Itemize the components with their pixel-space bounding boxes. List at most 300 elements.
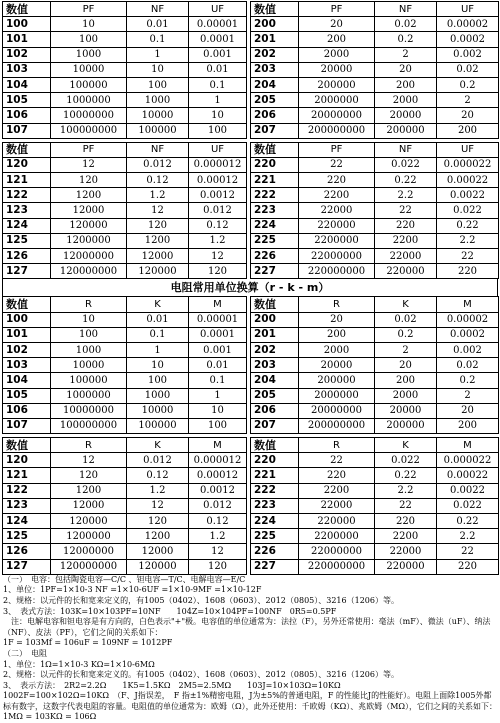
column-header: UF xyxy=(189,2,247,17)
value-cell: 2.2 xyxy=(375,483,437,498)
value-cell: 12000000 xyxy=(51,544,127,559)
table-row xyxy=(3,188,499,203)
value-cell: 22 xyxy=(375,203,437,218)
value-cell: 10 xyxy=(189,108,247,123)
code-cell: 221 xyxy=(251,173,299,188)
value-cell: 10 xyxy=(189,403,247,418)
column-header: UF xyxy=(437,2,499,17)
value-cell: 0.2 xyxy=(437,77,499,92)
value-cell: 2200 xyxy=(375,529,437,544)
value-cell: 0.2 xyxy=(375,327,437,342)
code-cell: 123 xyxy=(3,498,51,513)
column-header: M xyxy=(189,438,247,453)
conversion-document xyxy=(2,1,498,723)
code-cell: 203 xyxy=(251,358,299,373)
table-row xyxy=(3,388,499,403)
value-cell: 220 xyxy=(437,559,499,574)
code-cell: 104 xyxy=(3,77,51,92)
value-cell: 0.22 xyxy=(437,218,499,233)
table-row xyxy=(3,403,499,418)
column-header: M xyxy=(189,297,247,312)
code-cell: 226 xyxy=(251,544,299,559)
table-row xyxy=(3,17,499,32)
value-cell: 0.022 xyxy=(437,203,499,218)
value-cell: 0.001 xyxy=(189,47,247,62)
column-header: NF xyxy=(375,2,437,17)
table-header-row xyxy=(3,438,499,453)
value-cell: 20000 xyxy=(375,403,437,418)
code-cell: 224 xyxy=(251,218,299,233)
table-row xyxy=(3,249,499,264)
value-cell: 2000000 xyxy=(299,388,375,403)
note-line: 1002F=100×102Ω=10KΩ （F、J指误差， F 指±1%精密电阻，J为±5%的普通电阻，F 的性能比J的性能好）。电阻上面除1005外都标有数字，这数字代表电阻的容量。电阻值的单位通常为：欧姆（Ω），此外还使用：千欧姆（KΩ）、兆欧姆（MΩ），它们之间的关系如下： xyxy=(3,691,498,711)
column-header: 数值 xyxy=(251,297,299,312)
value-cell: 20 xyxy=(437,108,499,123)
value-cell: 0.2 xyxy=(437,373,499,388)
value-cell: 220000000 xyxy=(299,559,375,574)
value-cell: 200 xyxy=(375,373,437,388)
value-cell: 100000 xyxy=(51,77,127,92)
table-row xyxy=(3,218,499,233)
column-header: K xyxy=(127,297,189,312)
code-cell: 206 xyxy=(251,108,299,123)
value-cell: 100000000 xyxy=(51,418,127,433)
table-row xyxy=(3,373,499,388)
value-cell: 200000 xyxy=(375,123,437,138)
resistor-table-1 xyxy=(2,296,499,434)
code-cell: 121 xyxy=(3,468,51,483)
value-cell: 2000 xyxy=(299,342,375,357)
value-cell: 22000 xyxy=(299,498,375,513)
value-cell: 200 xyxy=(437,418,499,433)
value-cell: 120000000 xyxy=(51,264,127,279)
column-header: NF xyxy=(127,2,189,17)
table-header-row xyxy=(3,142,499,157)
value-cell: 2000 xyxy=(299,47,375,62)
value-cell: 20000000 xyxy=(299,108,375,123)
value-cell: 1.2 xyxy=(127,188,189,203)
table-row xyxy=(3,544,499,559)
code-cell: 103 xyxy=(3,62,51,77)
value-cell: 10000 xyxy=(51,358,127,373)
code-cell: 107 xyxy=(3,418,51,433)
value-cell: 12000 xyxy=(127,544,189,559)
value-cell: 20 xyxy=(299,312,375,327)
value-cell: 20 xyxy=(375,358,437,373)
value-cell: 20 xyxy=(299,17,375,32)
column-header: K xyxy=(127,438,189,453)
value-cell: 100 xyxy=(127,373,189,388)
code-cell: 202 xyxy=(251,342,299,357)
value-cell: 200 xyxy=(299,327,375,342)
code-cell: 120 xyxy=(3,453,51,468)
value-cell: 1000000 xyxy=(51,388,127,403)
value-cell: 22 xyxy=(299,157,375,172)
value-cell: 10000000 xyxy=(51,108,127,123)
value-cell: 1200 xyxy=(127,529,189,544)
table-row xyxy=(3,93,499,108)
value-cell: 0.00002 xyxy=(437,312,499,327)
value-cell: 220 xyxy=(299,173,375,188)
value-cell: 12000000 xyxy=(51,249,127,264)
note-line: 3、 表式方法：103K=10×103PF=10NF 104Z=10×104PF=100NF 0R5=0.5PF xyxy=(3,606,337,616)
value-cell: 1 xyxy=(127,342,189,357)
value-cell: 100000 xyxy=(127,123,189,138)
code-cell: 102 xyxy=(3,342,51,357)
value-cell: 220 xyxy=(375,218,437,233)
value-cell: 10 xyxy=(51,17,127,32)
table-row xyxy=(3,108,499,123)
value-cell: 12000 xyxy=(51,498,127,513)
value-cell: 12 xyxy=(51,453,127,468)
value-cell: 22000 xyxy=(375,249,437,264)
value-cell: 2 xyxy=(437,388,499,403)
table-row xyxy=(3,559,499,574)
code-cell: 121 xyxy=(3,173,51,188)
value-cell: 22000 xyxy=(375,544,437,559)
value-cell: 0.02 xyxy=(437,358,499,373)
value-cell: 0.12 xyxy=(189,514,247,529)
code-cell: 125 xyxy=(3,529,51,544)
column-header: 数值 xyxy=(3,142,51,157)
note-line: （二） 电阻 xyxy=(3,648,47,658)
capacitor-table-1 xyxy=(2,1,499,139)
value-cell: 1.2 xyxy=(127,483,189,498)
code-cell: 226 xyxy=(251,249,299,264)
value-cell: 1000 xyxy=(127,388,189,403)
column-header: R xyxy=(51,438,127,453)
code-cell: 127 xyxy=(3,559,51,574)
code-cell: 100 xyxy=(3,17,51,32)
value-cell: 1000 xyxy=(51,47,127,62)
column-header: NF xyxy=(375,142,437,157)
value-cell: 0.02 xyxy=(375,312,437,327)
code-cell: 204 xyxy=(251,77,299,92)
value-cell: 0.0002 xyxy=(437,327,499,342)
table-row xyxy=(3,498,499,513)
table-row xyxy=(3,123,499,138)
code-cell: 126 xyxy=(3,544,51,559)
value-cell: 0.00001 xyxy=(189,17,247,32)
value-cell: 1 xyxy=(189,93,247,108)
value-cell: 0.00001 xyxy=(189,312,247,327)
value-cell: 1000000 xyxy=(51,93,127,108)
column-header: 数值 xyxy=(3,2,51,17)
value-cell: 100 xyxy=(51,32,127,47)
table-row xyxy=(3,203,499,218)
value-cell: 0.000012 xyxy=(189,157,247,172)
value-cell: 220 xyxy=(299,468,375,483)
value-cell: 220000 xyxy=(375,264,437,279)
code-cell: 102 xyxy=(3,47,51,62)
value-cell: 120000 xyxy=(51,514,127,529)
code-cell: 202 xyxy=(251,47,299,62)
table-row xyxy=(3,264,499,279)
value-cell: 20 xyxy=(375,62,437,77)
code-cell: 227 xyxy=(251,264,299,279)
value-cell: 20000 xyxy=(299,358,375,373)
value-cell: 0.00022 xyxy=(437,173,499,188)
note-line: （一） 电容：包括陶瓷电容—C/C 、钽电容—T/C、电解电容—E/C xyxy=(3,574,246,584)
value-cell: 2.2 xyxy=(375,188,437,203)
table-row xyxy=(3,418,499,433)
value-cell: 0.00012 xyxy=(189,173,247,188)
value-cell: 100000 xyxy=(51,373,127,388)
value-cell: 0.002 xyxy=(437,47,499,62)
value-cell: 22 xyxy=(437,544,499,559)
code-cell: 200 xyxy=(251,312,299,327)
code-cell: 223 xyxy=(251,203,299,218)
code-cell: 203 xyxy=(251,62,299,77)
table-row xyxy=(3,358,499,373)
value-cell: 0.2 xyxy=(375,32,437,47)
column-header: R xyxy=(299,297,375,312)
value-cell: 0.22 xyxy=(375,468,437,483)
value-cell: 1 xyxy=(127,47,189,62)
value-cell: 0.012 xyxy=(127,453,189,468)
code-cell: 104 xyxy=(3,373,51,388)
value-cell: 20000000 xyxy=(299,403,375,418)
table-row xyxy=(3,312,499,327)
code-cell: 105 xyxy=(3,93,51,108)
code-cell: 122 xyxy=(3,483,51,498)
column-header: PF xyxy=(299,2,375,17)
value-cell: 0.012 xyxy=(189,498,247,513)
code-cell: 101 xyxy=(3,327,51,342)
value-cell: 12000 xyxy=(51,203,127,218)
value-cell: 1.2 xyxy=(189,233,247,248)
code-cell: 106 xyxy=(3,108,51,123)
column-header: 数值 xyxy=(251,2,299,17)
value-cell: 2200 xyxy=(299,188,375,203)
value-cell: 120 xyxy=(51,173,127,188)
value-cell: 2000 xyxy=(375,388,437,403)
table-row xyxy=(3,342,499,357)
value-cell: 0.000012 xyxy=(189,453,247,468)
column-header: R xyxy=(299,438,375,453)
value-cell: 100 xyxy=(189,418,247,433)
value-cell: 200000000 xyxy=(299,123,375,138)
column-header: 数值 xyxy=(251,142,299,157)
conversion-tables xyxy=(2,1,498,575)
value-cell: 2 xyxy=(437,93,499,108)
value-cell: 2 xyxy=(375,342,437,357)
value-cell: 20000 xyxy=(375,108,437,123)
value-cell: 0.22 xyxy=(437,514,499,529)
value-cell: 120000 xyxy=(127,559,189,574)
code-cell: 100 xyxy=(3,312,51,327)
table-row xyxy=(3,327,499,342)
column-header: K xyxy=(375,438,437,453)
value-cell: 10 xyxy=(127,62,189,77)
value-cell: 120000 xyxy=(51,218,127,233)
value-cell: 10000 xyxy=(127,403,189,418)
value-cell: 0.12 xyxy=(127,468,189,483)
value-cell: 0.00002 xyxy=(437,17,499,32)
value-cell: 0.0012 xyxy=(189,483,247,498)
column-header: M xyxy=(437,438,499,453)
value-cell: 0.1 xyxy=(189,77,247,92)
code-cell: 204 xyxy=(251,373,299,388)
table-row xyxy=(3,173,499,188)
code-cell: 127 xyxy=(3,264,51,279)
value-cell: 0.1 xyxy=(189,373,247,388)
value-cell: 2.2 xyxy=(437,233,499,248)
value-cell: 0.022 xyxy=(375,157,437,172)
value-cell: 2200000 xyxy=(299,529,375,544)
table-row xyxy=(3,514,499,529)
table-row xyxy=(3,483,499,498)
value-cell: 0.01 xyxy=(189,358,247,373)
value-cell: 1000 xyxy=(127,93,189,108)
table-row xyxy=(3,77,499,92)
table-row xyxy=(3,529,499,544)
notes-section xyxy=(2,575,498,723)
code-cell: 207 xyxy=(251,123,299,138)
value-cell: 100000 xyxy=(127,418,189,433)
column-header: R xyxy=(51,297,127,312)
code-cell: 200 xyxy=(251,17,299,32)
value-cell: 0.1 xyxy=(127,327,189,342)
value-cell: 200 xyxy=(375,77,437,92)
table-row xyxy=(3,157,499,172)
value-cell: 22000000 xyxy=(299,249,375,264)
value-cell: 120 xyxy=(189,559,247,574)
value-cell: 0.00022 xyxy=(437,468,499,483)
value-cell: 12 xyxy=(127,203,189,218)
value-cell: 0.002 xyxy=(437,342,499,357)
code-cell: 124 xyxy=(3,218,51,233)
code-cell: 122 xyxy=(3,188,51,203)
note-line: 2、规格：以元件的长和宽来定义的，有1005（0402）、1608（0603）、2012（0805）、3216（1206）等。 xyxy=(3,595,399,605)
value-cell: 100 xyxy=(51,327,127,342)
value-cell: 12 xyxy=(189,249,247,264)
value-cell: 0.000022 xyxy=(437,453,499,468)
table-row xyxy=(3,233,499,248)
column-header: K xyxy=(375,297,437,312)
column-header: UF xyxy=(437,142,499,157)
value-cell: 120 xyxy=(127,218,189,233)
value-cell: 0.012 xyxy=(127,157,189,172)
column-header: 数值 xyxy=(251,438,299,453)
code-cell: 224 xyxy=(251,514,299,529)
value-cell: 22000 xyxy=(299,203,375,218)
value-cell: 1200 xyxy=(51,188,127,203)
value-cell: 220000000 xyxy=(299,264,375,279)
value-cell: 2200 xyxy=(375,233,437,248)
value-cell: 0.22 xyxy=(375,173,437,188)
value-cell: 2200 xyxy=(299,483,375,498)
value-cell: 0.0012 xyxy=(189,188,247,203)
table-row xyxy=(3,32,499,47)
code-cell: 103 xyxy=(3,358,51,373)
code-cell: 124 xyxy=(3,514,51,529)
code-cell: 220 xyxy=(251,453,299,468)
value-cell: 12 xyxy=(189,544,247,559)
value-cell: 120 xyxy=(189,264,247,279)
note-line: 2、规格：以元件的长和宽来定义的。有1005（0402）、1608（0603）、2012（0805）、3216（1206）等。 xyxy=(3,670,399,680)
code-cell: 225 xyxy=(251,233,299,248)
value-cell: 200000 xyxy=(375,418,437,433)
code-cell: 101 xyxy=(3,32,51,47)
code-cell: 223 xyxy=(251,498,299,513)
code-cell: 206 xyxy=(251,403,299,418)
value-cell: 0.01 xyxy=(127,312,189,327)
value-cell: 0.012 xyxy=(189,203,247,218)
code-cell: 123 xyxy=(3,203,51,218)
value-cell: 0.12 xyxy=(127,173,189,188)
value-cell: 0.022 xyxy=(437,498,499,513)
column-header: NF xyxy=(127,142,189,157)
value-cell: 22 xyxy=(437,249,499,264)
value-cell: 0.02 xyxy=(375,17,437,32)
code-cell: 205 xyxy=(251,93,299,108)
code-cell: 207 xyxy=(251,418,299,433)
capacitor-table-2 xyxy=(2,142,499,280)
value-cell: 0.1 xyxy=(127,32,189,47)
value-cell: 0.001 xyxy=(189,342,247,357)
value-cell: 0.000022 xyxy=(437,157,499,172)
value-cell: 12000 xyxy=(127,249,189,264)
value-cell: 200 xyxy=(437,123,499,138)
value-cell: 200000000 xyxy=(299,418,375,433)
column-header: PF xyxy=(51,2,127,17)
value-cell: 22 xyxy=(299,453,375,468)
column-header: PF xyxy=(51,142,127,157)
value-cell: 100000000 xyxy=(51,123,127,138)
code-cell: 227 xyxy=(251,559,299,574)
code-cell: 201 xyxy=(251,32,299,47)
code-cell: 221 xyxy=(251,468,299,483)
value-cell: 0.0001 xyxy=(189,32,247,47)
value-cell: 220 xyxy=(437,264,499,279)
value-cell: 22 xyxy=(375,498,437,513)
note-line: 1F = 103Mf = 106uF = 109NF = 1012PF xyxy=(3,638,173,648)
value-cell: 0.00012 xyxy=(189,468,247,483)
code-cell: 205 xyxy=(251,388,299,403)
value-cell: 200000 xyxy=(299,373,375,388)
value-cell: 0.022 xyxy=(375,453,437,468)
code-cell: 222 xyxy=(251,483,299,498)
value-cell: 0.12 xyxy=(189,218,247,233)
value-cell: 100 xyxy=(127,77,189,92)
value-cell: 0.0022 xyxy=(437,483,499,498)
column-header: M xyxy=(437,297,499,312)
value-cell: 1200 xyxy=(127,233,189,248)
value-cell: 1 xyxy=(189,388,247,403)
column-header: 数值 xyxy=(3,297,51,312)
value-cell: 0.0022 xyxy=(437,188,499,203)
value-cell: 10000 xyxy=(127,108,189,123)
value-cell: 12 xyxy=(51,157,127,172)
code-cell: 201 xyxy=(251,327,299,342)
value-cell: 120 xyxy=(51,468,127,483)
column-header: 数值 xyxy=(3,438,51,453)
value-cell: 100 xyxy=(189,123,247,138)
value-cell: 2200000 xyxy=(299,233,375,248)
note-line: 1MΩ = 103KΩ = 106Ω xyxy=(3,712,97,722)
value-cell: 1200 xyxy=(51,483,127,498)
value-cell: 0.01 xyxy=(189,62,247,77)
value-cell: 220 xyxy=(375,514,437,529)
value-cell: 200000 xyxy=(299,77,375,92)
note-line: 1、单位：1Ω=1×10-3 KΩ=1×10-6MΩ xyxy=(3,659,155,669)
note-line: 1、单位：1PF=1×10-3 NF =1×10-6UF =1×10-9MF =1×10-12F xyxy=(3,585,262,595)
value-cell: 2.2 xyxy=(437,529,499,544)
code-cell: 126 xyxy=(3,249,51,264)
resistor-section-title: 电阻常用单位换算（r - k - m） xyxy=(2,279,498,296)
table-header-row xyxy=(3,2,499,17)
